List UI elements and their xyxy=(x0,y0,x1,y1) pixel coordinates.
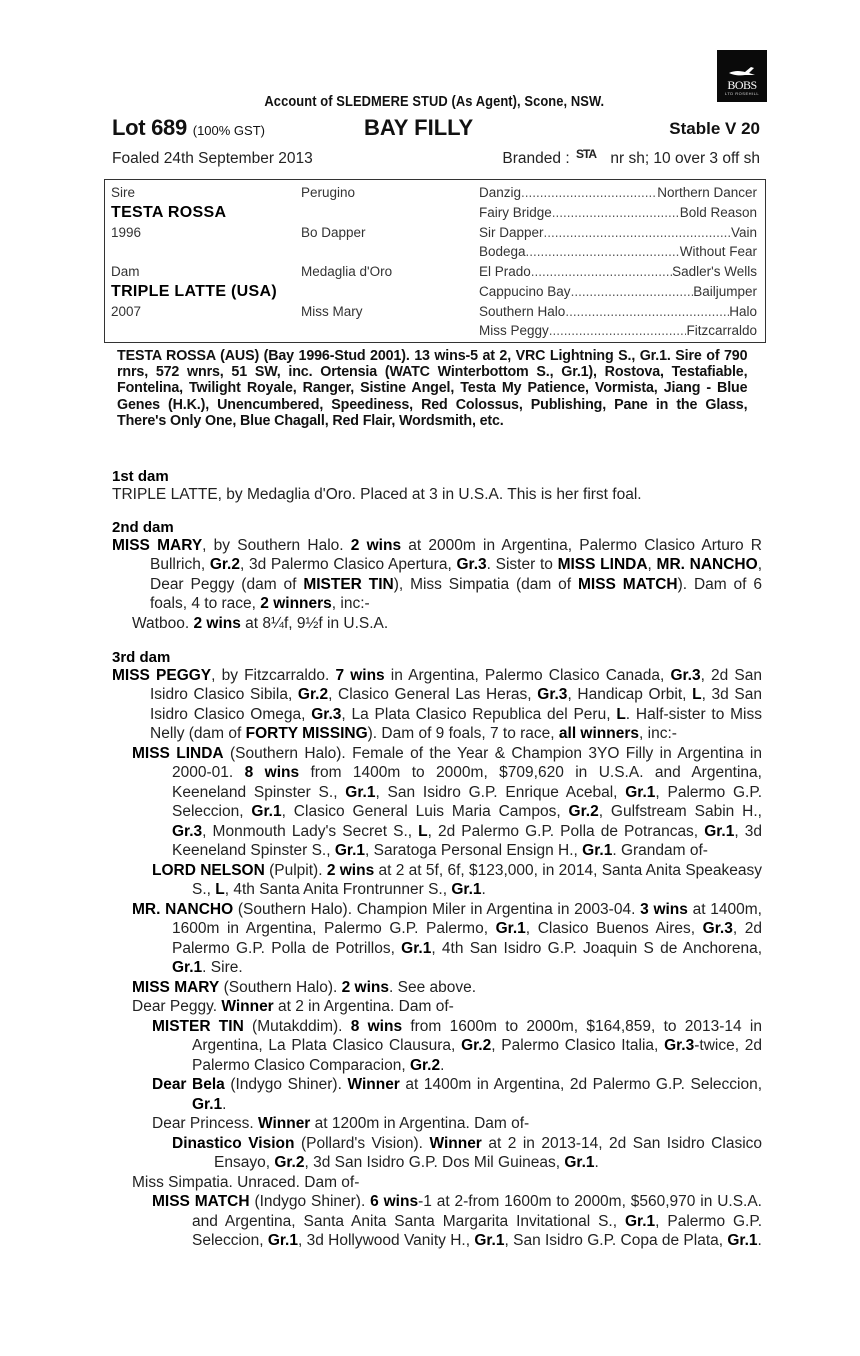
bold-run: Gr.1 xyxy=(564,1154,595,1171)
ancestor-right: Halo xyxy=(729,304,757,319)
produce-record xyxy=(112,1114,762,1134)
bold-run: Gr.1 xyxy=(474,1232,505,1249)
ancestor-left: Fairy Bridge xyxy=(479,205,552,220)
ancestor-left: Cappucino Bay xyxy=(479,284,571,299)
second-dam-heading: 2nd dam xyxy=(112,519,174,536)
bold-run: MR. NANCHO xyxy=(132,900,234,918)
bold-run: Gr.1 xyxy=(401,939,432,957)
text-run: , inc:- xyxy=(639,725,677,742)
text-run: (Pulpit). xyxy=(264,861,327,879)
text-run: , Saratoga Personal Ensign H., xyxy=(365,842,583,859)
bold-run: MR. NANCHO xyxy=(656,556,758,573)
ancestor-row xyxy=(479,264,757,279)
ancestor-row xyxy=(479,205,757,220)
bold-run: Dear Bela xyxy=(152,1076,225,1093)
bold-run: Winner xyxy=(429,1134,482,1152)
ancestor-right: Without Fear xyxy=(679,244,757,259)
sire-label: Sire xyxy=(111,185,136,200)
bold-run: Dinastico Vision xyxy=(172,1134,295,1152)
ancestor-row xyxy=(479,323,757,338)
bold-run: Gr.3 xyxy=(664,1037,695,1054)
text-run: . xyxy=(594,1154,599,1171)
bold-run: Gr.3 xyxy=(537,686,568,703)
text-run: -twice, 2d Palermo Clasico Comparacion, xyxy=(192,1037,762,1074)
text-run: Watboo. xyxy=(132,614,194,632)
bold-run: FORTY MISSING xyxy=(245,725,368,742)
produce-record xyxy=(112,978,762,998)
text-run: , xyxy=(647,556,657,573)
bold-run: Gr.3 xyxy=(702,920,733,937)
text-run: at 1400m, 1600m in Argentina, Palermo G.P. Palermo, xyxy=(172,900,762,937)
ancestor-row xyxy=(479,244,757,259)
bold-run: L xyxy=(418,822,428,840)
bold-run: Winner xyxy=(221,998,274,1015)
produce-record xyxy=(112,1173,762,1193)
produce-record xyxy=(112,997,762,1017)
bold-run: MISS MATCH xyxy=(152,1193,250,1210)
bold-run: MISS MATCH xyxy=(578,575,678,593)
bold-run: Gr.1 xyxy=(334,842,366,859)
bold-run: Gr.1 xyxy=(495,920,526,937)
first-dam-text: TRIPLE LATTE, by Medaglia d'Oro. Placed at 3 in U.S.A. This is her first foal. xyxy=(112,485,642,503)
produce-record xyxy=(112,536,762,614)
bold-run: 2 wins xyxy=(326,861,375,879)
bold-run: 2 wins xyxy=(193,614,241,632)
bold-run: 7 wins xyxy=(335,666,385,684)
bold-run: L xyxy=(692,686,702,703)
bold-run: Gr.1 xyxy=(624,1212,656,1230)
ancestor-left: El Prado xyxy=(479,264,531,279)
bold-run: 8 wins xyxy=(350,1017,403,1035)
text-run: , Dear Peggy (dam of xyxy=(150,556,762,593)
text-run: (Indygo Shiner). xyxy=(224,1076,348,1093)
third-dam-body xyxy=(112,666,762,1251)
brand-mark-icon: STA xyxy=(575,147,597,161)
text-run: . See above. xyxy=(389,978,477,996)
produce-record xyxy=(112,861,762,900)
text-run: . xyxy=(481,881,486,898)
bold-run: MISS MARY xyxy=(132,978,220,996)
bold-run: Gr.2 xyxy=(209,556,240,573)
text-run: (Pollard's Vision). xyxy=(294,1134,430,1152)
sire-sire: Perugino xyxy=(301,185,356,200)
bold-run: Winner xyxy=(347,1076,400,1093)
bold-run: 8 wins xyxy=(244,764,300,781)
first-dam-section xyxy=(112,467,762,504)
text-run: , by Fitzcarraldo. xyxy=(211,666,336,684)
ancestor-left: Sir Dapper xyxy=(479,225,544,240)
text-run: , Palermo G.P. Seleccion, xyxy=(172,783,763,820)
text-run: (Mutakddim). xyxy=(243,1017,351,1035)
ancestor-left: Bodega xyxy=(479,244,526,259)
text-run: . Sister to xyxy=(486,556,558,573)
text-run: , Handicap Orbit, xyxy=(567,686,693,703)
bold-run: Gr.1 xyxy=(625,783,656,801)
ancestor-left: Miss Peggy xyxy=(479,323,549,338)
ancestor-right: Fitzcarraldo xyxy=(686,323,757,338)
pedigree-table xyxy=(104,179,766,343)
ancestor-left: Danzig xyxy=(479,185,522,200)
bold-run: Gr.1 xyxy=(172,959,203,976)
text-run: . xyxy=(440,1056,445,1074)
text-run: , San Isidro G.P. Enrique Acebal, xyxy=(375,783,626,801)
text-run: (Southern Halo). Champion Miler in Argentina in 2003-04. xyxy=(233,900,641,918)
bold-run: 2 wins xyxy=(341,978,389,996)
third-dam-section xyxy=(112,648,762,1251)
brand-info xyxy=(502,147,760,168)
text-run: , 2d Palermo G.P. Polla de Potrancas, xyxy=(427,822,705,840)
bold-run: Gr.3 xyxy=(456,556,487,573)
branded-label: Branded : xyxy=(502,150,570,167)
text-run: at 1200m in Argentina. Dam of- xyxy=(310,1115,530,1132)
bold-run: Gr.1 xyxy=(704,822,735,840)
text-run: from 1400m to 2000m, $709,620 in U.S.A. and Argentina, Keeneland Spinster S., xyxy=(172,764,762,801)
bold-run: 6 wins xyxy=(370,1193,419,1210)
text-run: , inc:- xyxy=(331,595,370,612)
sire-summary: TESTA ROSSA (AUS) (Bay 1996-Stud 2001). 13 wins-5 at 2, VRC Lightning S., Gr.1. Sire of 790 rnrs, 572 wnrs, 51 SW, inc. Ortensia (WATC Winterbottom S., Gr.1), Rostova, Testafiable, Fontelina, Twilight Royale, Ranger, Sistine Angel, Testa My Patience, Vormista, Jiang - Blue Genes (H.K.), Unencumbered, Speediness, Red Colossus, Publishing, Pane in the Glass, There's Only One, Blue Chagall, Red Flair, Wordsmith, etc. xyxy=(117,348,748,429)
horse-description: BAY FILLY xyxy=(364,115,474,140)
gst-note: (100% GST) xyxy=(192,123,265,138)
lot-number xyxy=(112,115,265,141)
bold-run: all winners xyxy=(558,725,640,742)
ancestor-right: Northern Dancer xyxy=(657,185,757,200)
produce-record xyxy=(112,614,762,634)
bold-run: Gr.1 xyxy=(267,1232,298,1249)
bold-run: Gr.3 xyxy=(311,705,342,723)
lot-label: Lot 689 xyxy=(112,115,187,140)
ancestor-right: Sadler's Wells xyxy=(672,264,757,279)
bold-run: Gr.3 xyxy=(172,822,203,840)
text-run: , 2d San Isidro Clasico Sibila, xyxy=(150,666,762,703)
text-run: , 2d Palermo G.P. Polla de Potrillos, xyxy=(172,920,762,957)
text-run: , Clasico Buenos Aires, xyxy=(525,920,703,937)
text-run: , Monmouth Lady's Secret S., xyxy=(202,822,419,840)
bold-run: Gr.2 xyxy=(274,1154,305,1171)
text-run: Dear Princess. xyxy=(152,1115,258,1132)
dam-name: TRIPLE LATTE (USA) xyxy=(111,283,277,300)
bold-run: MISTER TIN xyxy=(152,1017,244,1035)
vendor-account-line: Account of SLEDMERE STUD (As Agent), Scone, NSW. xyxy=(264,93,605,110)
text-run: Dear Peggy. xyxy=(132,998,222,1015)
text-run: at 2 in Argentina. Dam of- xyxy=(273,998,454,1015)
text-run: ). Dam of 6 foals, 4 to race, xyxy=(150,575,762,612)
text-run: . Half-sister to Miss Nelly (dam of xyxy=(150,705,762,742)
text-run: (Southern Halo). xyxy=(219,978,342,996)
bold-run: Gr.1 xyxy=(192,1095,223,1113)
ancestor-row xyxy=(479,225,757,240)
text-run: . xyxy=(222,1095,227,1113)
bold-run: Gr.1 xyxy=(451,881,482,898)
text-run: at 8¼f, 9½f in U.S.A. xyxy=(240,614,389,632)
third-dam-heading: 3rd dam xyxy=(112,649,171,666)
text-run: -1 at 2-from 1600m to 2000m, $560,970 in U.S.A. and Argentina, Santa Anita Santa Margarita Invitational S., xyxy=(192,1193,762,1230)
bold-run: Gr.2 xyxy=(461,1037,492,1054)
sire-year: 1996 xyxy=(111,225,142,240)
produce-record xyxy=(112,1075,762,1114)
text-run: , 3d San Isidro Clasico Omega, xyxy=(150,686,762,723)
text-run: at 2 in 2013-14, 2d San Isidro Clasico Ensayo, xyxy=(214,1134,763,1171)
bold-run: MISS PEGGY xyxy=(112,666,212,684)
text-run: in Argentina, Palermo Clasico Canada, xyxy=(384,666,671,684)
produce-record xyxy=(112,666,762,744)
text-run: , 4th Santa Anita Frontrunner S., xyxy=(224,881,452,898)
text-run: . Grandam of- xyxy=(612,842,708,859)
sire-dam: Bo Dapper xyxy=(301,225,366,240)
brand-description: nr sh; 10 over 3 off sh xyxy=(610,150,760,167)
bold-run: Gr.1 xyxy=(727,1232,758,1249)
text-run: at 2 at 5f, 6f, $123,000, in 2014, Santa Anita Speakeasy S., xyxy=(192,861,763,898)
text-run: , La Plata Clasico Republica del Peru, xyxy=(341,705,617,723)
ancestor-right: Bold Reason xyxy=(679,205,757,220)
dam-sire: Medaglia d'Oro xyxy=(301,264,393,279)
logo-subtitle: LTD ROSEHILL xyxy=(724,91,760,96)
text-run: at 1400m in Argentina, 2d Palermo G.P. Seleccion, xyxy=(399,1076,763,1093)
bold-run: 2 winners xyxy=(260,595,332,612)
dam-label: Dam xyxy=(111,264,140,279)
bold-run: MISTER TIN xyxy=(303,575,394,593)
bold-run: MISS LINDA xyxy=(557,556,648,573)
bold-run: Winner xyxy=(257,1115,311,1132)
produce-record xyxy=(112,1134,762,1173)
sire-name: TESTA ROSSA xyxy=(111,204,227,221)
foaling-date: Foaled 24th September 2013 xyxy=(112,150,313,167)
bold-run: Gr.1 xyxy=(251,803,282,820)
bold-run: Gr.3 xyxy=(670,666,701,684)
dam-year: 2007 xyxy=(111,304,142,319)
text-run: , 3d San Isidro G.P. Dos Mil Guineas, xyxy=(304,1154,565,1171)
text-run: , San Isidro G.P. Copa de Plata, xyxy=(504,1232,728,1249)
ancestor-left: Southern Halo xyxy=(479,304,566,319)
text-run: , 3d Keeneland Spinster S., xyxy=(172,822,762,859)
bold-run: 2 wins xyxy=(350,536,402,554)
bold-run: L xyxy=(215,881,225,898)
ancestor-row xyxy=(479,185,757,200)
bold-run: MISS MARY xyxy=(112,536,203,554)
text-run: at 2000m in Argentina, Palermo Clasico Arturo R Bullrich, xyxy=(150,536,762,573)
text-run: ), Miss Simpatia (dam of xyxy=(393,575,578,593)
text-run: . Sire. xyxy=(202,959,243,976)
text-run: , Clasico General Luis Maria Campos, xyxy=(281,803,569,820)
text-run: , Palermo G.P. Seleccion, xyxy=(192,1212,762,1249)
produce-record xyxy=(112,1192,762,1251)
second-dam-section xyxy=(112,518,762,633)
bold-run: 3 wins xyxy=(640,900,688,918)
lot-header xyxy=(112,115,760,145)
produce-record xyxy=(112,900,762,978)
ancestor-row xyxy=(479,304,757,319)
dam-dam: Miss Mary xyxy=(301,304,363,319)
bold-run: Gr.2 xyxy=(297,686,329,703)
text-run: from 1600m to 2000m, $164,859, to 2013-14 in Argentina, La Plata Clasico Clausura, xyxy=(192,1017,762,1054)
ancestor-row xyxy=(479,284,757,299)
ancestor-right: Vain xyxy=(730,225,757,240)
text-run: Miss Simpatia. Unraced. Dam of- xyxy=(132,1173,360,1191)
bold-run: Gr.2 xyxy=(568,803,599,820)
produce-record xyxy=(112,744,762,861)
first-dam-heading: 1st dam xyxy=(112,468,169,485)
text-run: , 3d Palermo Clasico Apertura, xyxy=(240,556,457,573)
second-dam-body xyxy=(112,536,762,634)
bold-run: L xyxy=(616,705,626,723)
horse-bird-icon xyxy=(727,64,757,78)
text-run: , 3d Hollywood Vanity H., xyxy=(298,1232,475,1249)
text-run: , 4th San Isidro G.P. Joaquin S de Anchorena, xyxy=(431,939,763,957)
text-run: , by Southern Halo. xyxy=(202,536,351,554)
bold-run: Gr.1 xyxy=(345,783,376,801)
bold-run: Gr.1 xyxy=(582,842,613,859)
text-run: (Southern Halo). Female of the Year & Champion 3YO Filly in Argentina in 2000-01. xyxy=(172,744,762,781)
ancestor-right: Bailjumper xyxy=(693,284,757,299)
text-run: , Gulfstream Sabin H., xyxy=(598,803,762,820)
bold-run: LORD NELSON xyxy=(152,861,265,879)
text-run: . xyxy=(757,1232,762,1249)
bold-run: Gr.2 xyxy=(409,1056,441,1074)
stable-location: Stable V 20 xyxy=(669,119,760,138)
produce-record xyxy=(112,1017,762,1076)
text-run: ). Dam of 9 foals, 7 to race, xyxy=(367,725,559,742)
text-run: , Clasico General Las Heras, xyxy=(328,686,538,703)
logo-brand: BOBS xyxy=(727,78,757,92)
text-run: , Palermo Clasico Italia, xyxy=(491,1037,665,1054)
text-run: (Indygo Shiner). xyxy=(249,1193,371,1210)
bold-run: MISS LINDA xyxy=(132,744,224,762)
